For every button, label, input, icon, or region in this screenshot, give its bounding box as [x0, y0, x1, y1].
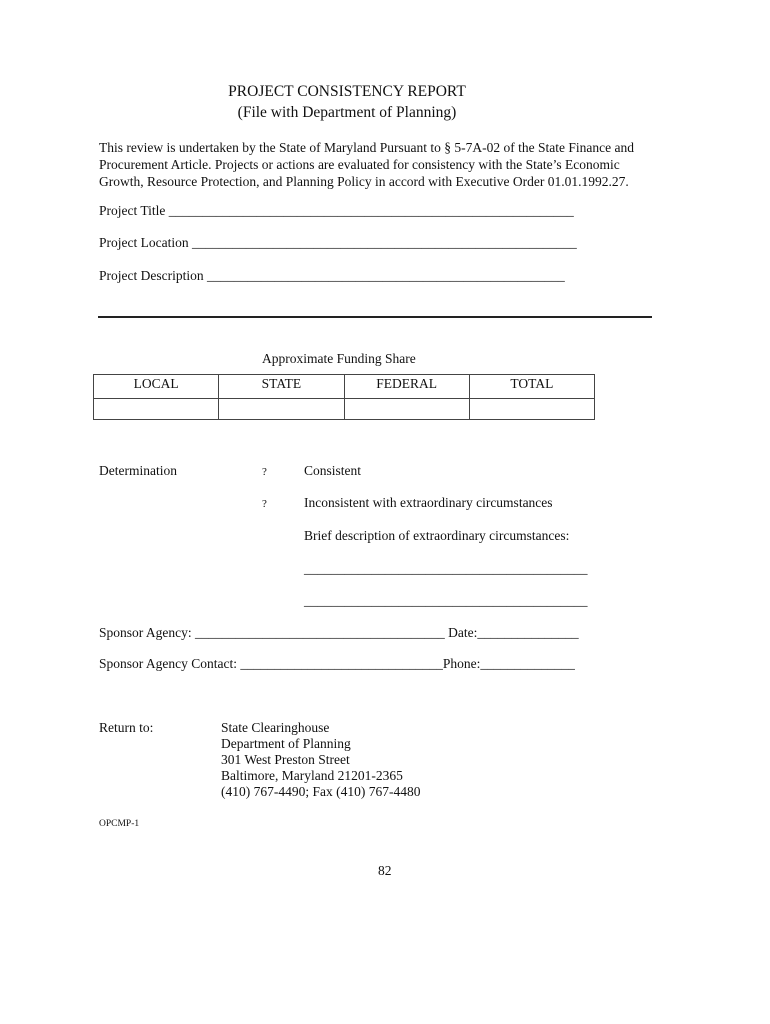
- intro-paragraph: [99, 139, 659, 190]
- determination-label: Determination: [99, 463, 177, 478]
- inconsistent-checkbox[interactable]: ?: [262, 498, 267, 510]
- project-description-field[interactable]: Project Description _____________________________________________________: [99, 268, 565, 283]
- funding-federal-cell[interactable]: [344, 399, 469, 420]
- address-line: (410) 767-4490; Fax (410) 767-4480: [221, 784, 421, 799]
- project-title-field[interactable]: Project Title ____________________________________________________________: [99, 203, 574, 218]
- address-line: Department of Planning: [221, 736, 351, 751]
- brief-description-label: Brief description of extraordinary circumstances:: [304, 528, 570, 543]
- address-line: State Clearinghouse: [221, 720, 330, 735]
- form-code: OPCMP-1: [99, 819, 140, 829]
- page-number: 82: [378, 863, 392, 878]
- report-title: PROJECT CONSISTENCY REPORT: [228, 83, 466, 100]
- report-subtitle: (File with Department of Planning): [237, 104, 457, 121]
- funding-col-total: TOTAL: [469, 375, 594, 399]
- funding-table: [93, 374, 595, 420]
- funding-col-local: LOCAL: [94, 375, 219, 399]
- funding-value-row: [94, 399, 595, 420]
- intro-line: This review is undertaken by the State of Maryland Pursuant to § 5-7A-02 of the State Finance and: [99, 140, 634, 155]
- return-address: [221, 720, 420, 800]
- funding-caption: Approximate Funding Share: [262, 351, 416, 366]
- intro-line: Procurement Article. Projects or actions are evaluated for consistency with the State’s Economic: [99, 157, 620, 172]
- consistent-checkbox[interactable]: ?: [262, 466, 267, 478]
- funding-local-cell[interactable]: [94, 399, 219, 420]
- address-line: 301 West Preston Street: [221, 752, 350, 767]
- funding-header-row: [94, 375, 595, 399]
- intro-line: Growth, Resource Protection, and Planning Policy in accord with Executive Order 01.01.1992.27.: [99, 174, 629, 189]
- funding-col-federal: FEDERAL: [344, 375, 469, 399]
- funding-state-cell[interactable]: [219, 399, 344, 420]
- brief-description-line[interactable]: __________________________________________: [304, 561, 588, 576]
- funding-total-cell[interactable]: [469, 399, 594, 420]
- sponsor-contact-field[interactable]: Sponsor Agency Contact: ______________________________Phone:______________: [99, 656, 575, 671]
- inconsistent-label: Inconsistent with extraordinary circumstances: [304, 495, 553, 510]
- return-to-label: Return to:: [99, 720, 154, 735]
- project-location-field[interactable]: Project Location _________________________________________________________: [99, 235, 577, 250]
- section-divider: [98, 316, 652, 318]
- sponsor-agency-field[interactable]: Sponsor Agency: _____________________________________ Date:_______________: [99, 625, 579, 640]
- funding-col-state: STATE: [219, 375, 344, 399]
- brief-description-line[interactable]: __________________________________________: [304, 593, 588, 608]
- address-line: Baltimore, Maryland 21201-2365: [221, 768, 403, 783]
- consistent-label: Consistent: [304, 463, 362, 478]
